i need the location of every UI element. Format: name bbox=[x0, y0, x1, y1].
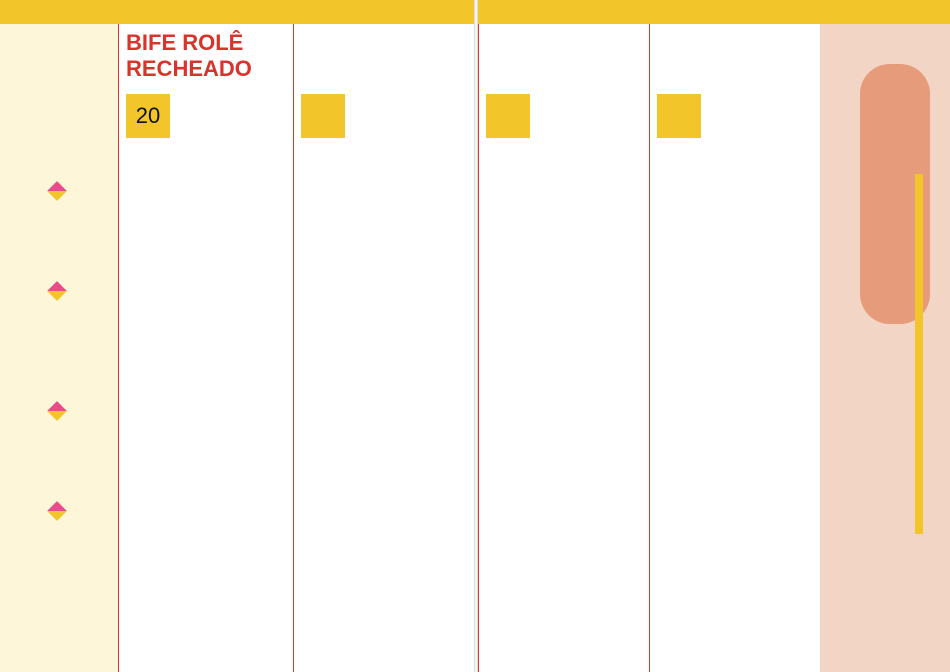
portions-badge: 20 bbox=[126, 94, 170, 138]
diamond-icon bbox=[47, 501, 67, 521]
recipe-column bbox=[293, 24, 474, 672]
illustration-panel bbox=[820, 24, 950, 672]
column-rule bbox=[649, 24, 650, 672]
recipe-column bbox=[118, 24, 293, 672]
fork-illustration bbox=[915, 174, 923, 534]
recipe-column bbox=[478, 24, 649, 672]
left-sidebar bbox=[0, 24, 118, 672]
portions-badge bbox=[657, 94, 701, 138]
portions-badge bbox=[301, 94, 345, 138]
diamond-icon bbox=[47, 181, 67, 201]
column-rule bbox=[118, 24, 119, 672]
column-rule bbox=[293, 24, 294, 672]
recipe-heading: BIFE ROLÊ RECHEADO bbox=[126, 30, 252, 81]
column-rule bbox=[478, 24, 479, 672]
diamond-icon bbox=[47, 281, 67, 301]
portions-badge bbox=[486, 94, 530, 138]
recipe-column bbox=[649, 24, 820, 672]
diamond-icon bbox=[47, 401, 67, 421]
